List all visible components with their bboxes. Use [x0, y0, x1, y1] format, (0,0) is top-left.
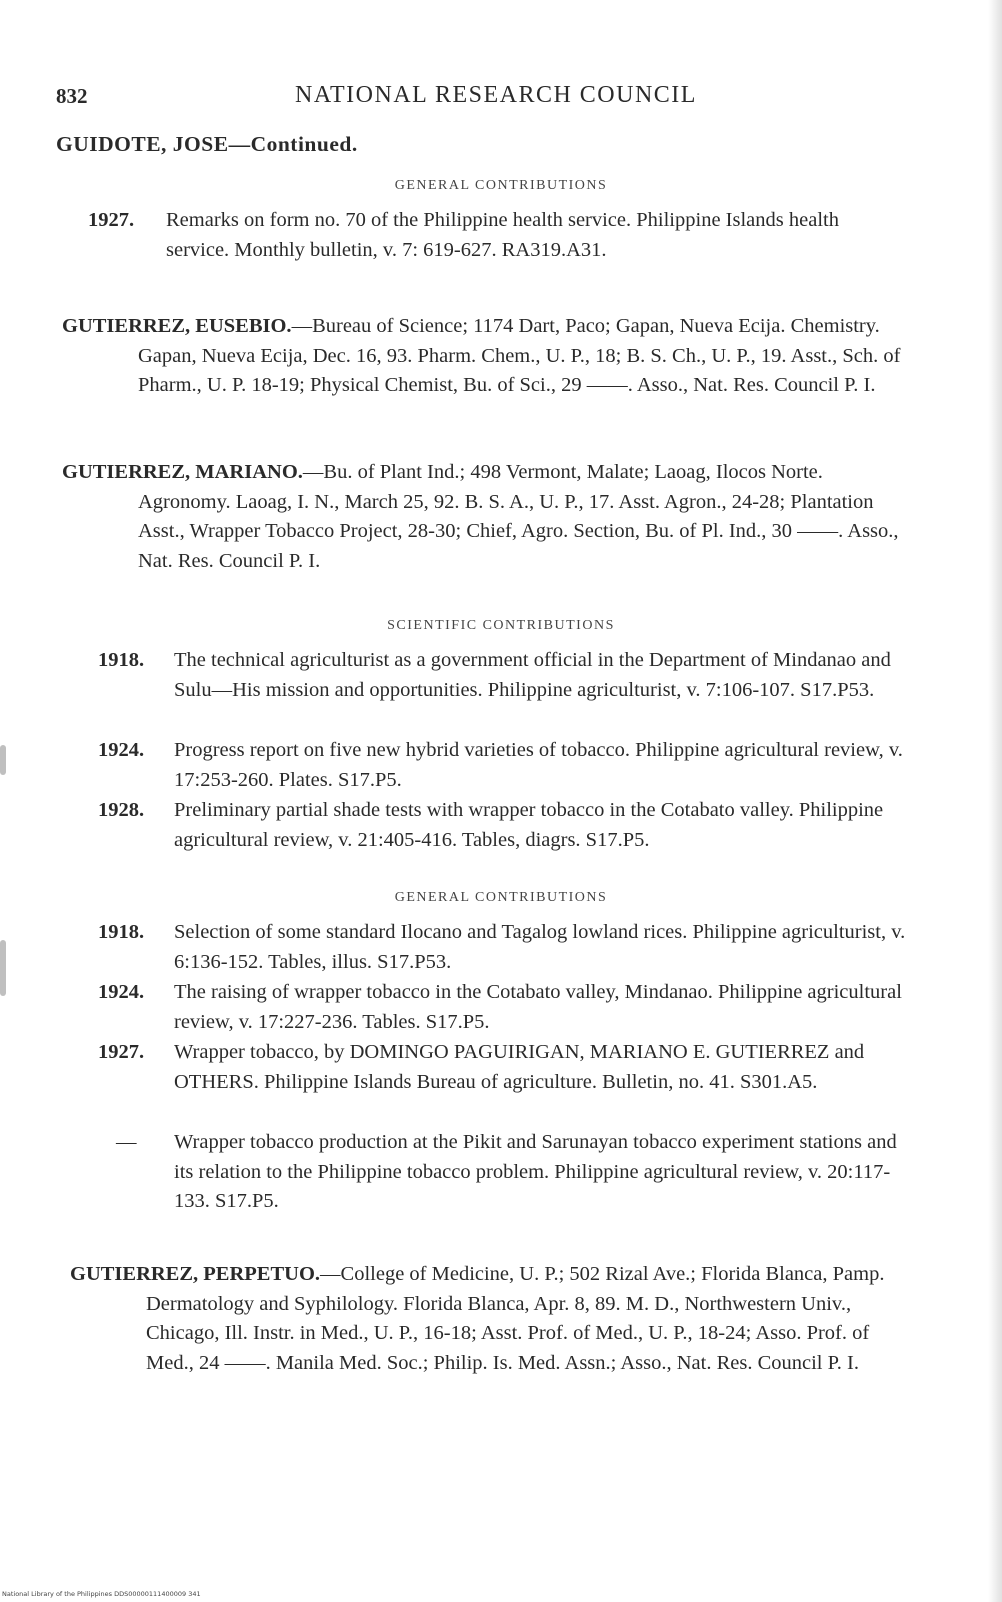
bibliography-entry [98, 736, 908, 795]
page-number: 832 [56, 84, 88, 108]
entry-text: Preliminary partial shade tests with wrapper tobacco in the Cotabato valley. Philippine agricultural review, v. 21:405-416. Tables, diagrs. S17.P5. [174, 799, 884, 851]
bibliography-entry [98, 1128, 908, 1217]
person-name: GUTIERREZ, MARIANO. [62, 461, 303, 483]
bibliography-entry [88, 206, 906, 265]
running-head: NATIONAL RESEARCH COUNCIL [295, 82, 697, 108]
bibliography-entry [98, 796, 908, 855]
entry-year: 1918. [98, 649, 145, 671]
entry-text: Progress report on five new hybrid varieties of tobacco. Philippine agricultural review, v. 17:253-260. Plates. S17.P5. [174, 739, 903, 791]
biography-text: —College of Medicine, U. P.; 502 Rizal Ave.; Florida Blanca, Pamp. Dermatology and Syphilology. Florida Blanca, Apr. 8, 89. M. D., Northwestern Univ., Chicago, Ill. Instr. in Med., U. P., 16-18; Asst. Prof. of Med., U. P., 18-24; Asso. Prof. of Med., 24 ——. Manila Med. Soc.; Philip. Is. Med. Assn.; Asso., Nat. Res. Council P. I. [146, 1263, 885, 1374]
entry-year: 1927. [88, 209, 135, 231]
scan-artifact [0, 940, 6, 996]
entry-text: Wrapper tobacco, by DOMINGO PAGUIRIGAN, MARIANO E. GUTIERREZ and OTHERS. Philippine Islands Bureau of agriculture. Bulletin, no. 41. S301.A5. [174, 1041, 865, 1093]
page-header [56, 82, 936, 116]
page-edge-shadow [988, 0, 1002, 1602]
entry-text: The technical agriculturist as a government official in the Department of Mindanao and Sulu—His mission and opportunities. Philippine agriculturist, v. 7:106-107. S17.P53. [174, 649, 891, 701]
entry-year: 1928. [98, 799, 145, 821]
person-name: GUTIERREZ, EUSEBIO. [62, 315, 292, 337]
entry-year: 1927. [98, 1041, 145, 1063]
entry-year: — [116, 1131, 137, 1153]
biography-text: —Bureau of Science; 1174 Dart, Paco; Gapan, Nueva Ecija. Chemistry. Gapan, Nueva Ecija, Dec. 16, 93. Pharm. Chem., U. P., 18; B. S. Ch., U. P., 19. Asst., Sch. of Pharm., U. P. 18-19; Physical Chemist, Bu. of Sci., 29 ——. Asso., Nat. Res. Council P. I. [138, 315, 901, 396]
entry-text: The raising of wrapper tobacco in the Cotabato valley, Mindanao. Philippine agricultural review, v. 17:227-236. Tables. S17.P5. [174, 981, 902, 1033]
scan-footer: National Library of the Philippines DDS00000111400009 341 [2, 1590, 201, 1598]
bibliography-entry [98, 1038, 908, 1097]
bibliography-entry [98, 918, 908, 977]
section-heading-scientific: SCIENTIFIC CONTRIBUTIONS [387, 618, 615, 633]
person-name: GUTIERREZ, PERPETUO. [70, 1263, 321, 1285]
section-heading-general-guidote: GENERAL CONTRIBUTIONS [394, 178, 608, 193]
scan-artifact [0, 745, 6, 775]
continued-heading: GUIDOTE, JOSE—Continued. [56, 132, 358, 156]
biography-entry-mariano [62, 458, 908, 576]
bibliography-entry [98, 646, 908, 705]
biography-text: —Bu. of Plant Ind.; 498 Vermont, Malate; Laoag, Ilocos Norte. Agronomy. Laoag, I. N., March 25, 92. B. S. A., U. P., 17. Asst. Agron., 24-28; Plantation Asst., Wrapper Tobacco Project, 28-30; Chief, Agro. Section, Bu. of Pl. Ind., 30 ——. Asso., Nat. Res. Council P. I. [138, 461, 899, 572]
entry-text: Remarks on form no. 70 of the Philippine health service. Philippine Islands health service. Monthly bulletin, v. 7: 619-627. RA319.A31. [166, 209, 839, 261]
bibliography-entry [98, 978, 908, 1037]
entry-year: 1924. [98, 981, 145, 1003]
entry-text: Selection of some standard Ilocano and Tagalog lowland rices. Philippine agriculturist, v. 6:136-152. Tables, illus. S17.P53. [174, 921, 906, 973]
section-heading-general-mariano: GENERAL CONTRIBUTIONS [394, 890, 608, 905]
biography-entry-perpetuo [70, 1260, 908, 1378]
entry-year: 1924. [98, 739, 145, 761]
entry-year: 1918. [98, 921, 145, 943]
entry-text: Wrapper tobacco production at the Pikit and Sarunayan tobacco experiment stations and its relation to the Philippine tobacco problem. Philippine agricultural review, v. 20:117-133. S17.P5. [174, 1131, 897, 1212]
biography-entry-eusebio [62, 312, 908, 401]
